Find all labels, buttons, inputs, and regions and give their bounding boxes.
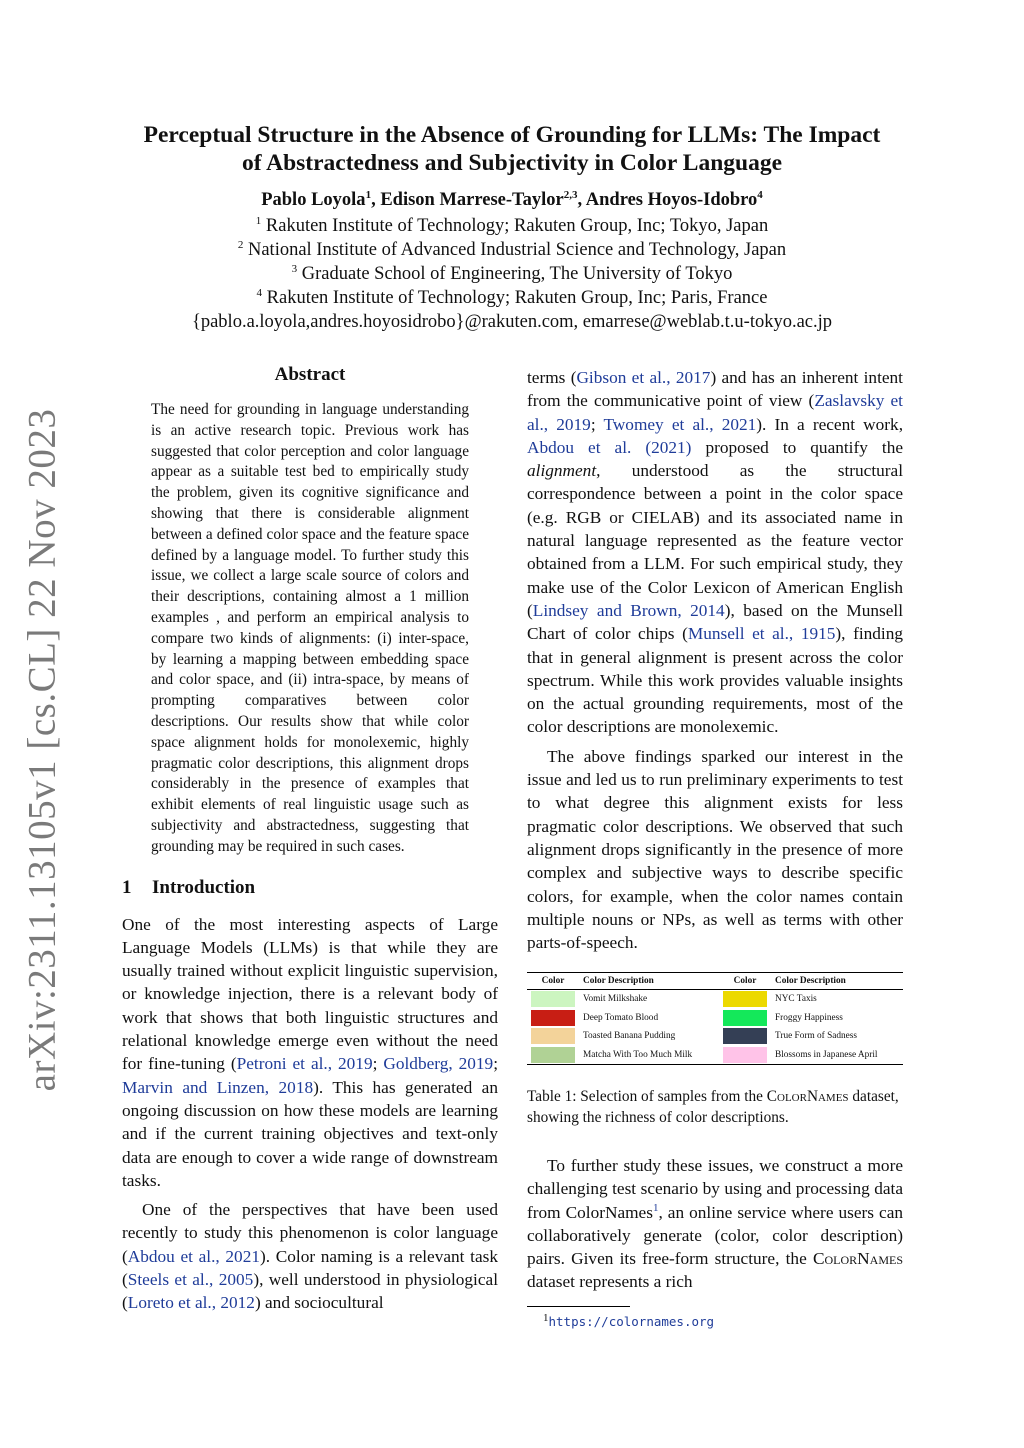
color-swatch — [723, 1047, 767, 1063]
abstract-body: The need for grounding in language understanding is an active research topic. Previous work has suggested that color perception and color language appear as a suitable test bed to empirically study the problem, given its cognitive significance and showing that there is considerable alignment between a defined color space and the feature space defined by a language model. To further study this issue, we collect a large scale source of colors and their descriptions, containing almost a 1 million examples , and perform an empirical analysis to compare two kinds of alignments: (i) inter-space, by learning a mapping between embedding space and color space, and (ii) intra-space, by means of prompting comparatives between color descriptions. Our results show that while color space alignment holds for monolexemic, highly pragmatic color descriptions, this alignment drops considerably in the presence of examples that exhibit elements of real linguistic usage such as subjectivity and abstractedness, suggesting that grounding may be required in such cases. — [151, 401, 469, 855]
footnote-url-link[interactable]: https://colornames.org — [548, 1314, 715, 1329]
column-header: Color — [719, 973, 771, 990]
author-list: Pablo Loyola$^1$, Edison Marrese-Taylor$^{2,3}$, Andres Hoyos-Idobro$^4$ — [261, 188, 763, 210]
affiliations — [0, 214, 1024, 334]
author-affil-mark: 4 — [757, 188, 763, 201]
title-line-2: of Abstractedness and Subjectivity in Color Language — [241, 150, 783, 176]
citation-link[interactable]: Loreto et al., 2012 — [127, 1293, 255, 1313]
table-row — [527, 990, 903, 1009]
citation-link[interactable]: Twomey et al., 2021 — [603, 414, 757, 434]
table-header-row — [527, 973, 903, 990]
right-paragraph-3: To further study these issues, we construct a more challenging test scenario by using and processing data from ColorNames$^1$, an online service where users can collaboratively generate (color, color description) pairs. Given its free-form structure, the ColorNames dataset represents a rich — [527, 1156, 904, 1292]
table-row — [527, 1027, 903, 1046]
color-swatch — [531, 1047, 575, 1063]
color-description: Blossoms in Japanese April — [771, 1046, 903, 1065]
author-affil-mark: 1 — [365, 188, 372, 201]
title-line-1: Perceptual Structure in the Absence of Grounding for LLMs: The Impact — [143, 122, 881, 148]
author-affil-mark: 2,3 — [563, 188, 578, 201]
color-swatch — [723, 1010, 767, 1026]
citation-link[interactable]: Goldberg, 2019 — [383, 1054, 494, 1074]
color-description: Deep Tomato Blood — [583, 1012, 659, 1023]
abstract-heading: Abstract — [274, 364, 346, 385]
left-column — [122, 364, 498, 1315]
intro-paragraph-1: One of the most interesting aspects of Large Language Models (LLMs) is that while they are usually trained without explicit linguistic supervision, or knowledge injection, there is a relevant body of work that shows that both linguistic structures and relational knowledge emerge even without the need for fine-tuning (Petroni et al., 2019; Goldberg, 2019; Marvin and Linzen, 2018). This has generated an ongoing discussion on how these models are learning and if the current training objectives and text-only data are enough to cover a wide range of downstream tasks. — [122, 914, 498, 1190]
affiliation: $^2$ National Institute of Advanced Industrial Science and Technology, Japan — [237, 238, 787, 260]
right-column-continued — [527, 1154, 903, 1294]
column-header: Color Description — [579, 973, 719, 990]
color-description: Vomit Milkshake — [583, 994, 648, 1005]
paper-title — [0, 121, 1024, 177]
citation-link[interactable]: Marvin and Linzen, 2018 — [122, 1077, 314, 1097]
affiliation: $^1$ Rakuten Institute of Technology; Rakuten Group, Inc; Tokyo, Japan — [255, 214, 769, 236]
citation-link[interactable]: Zaslavsky et al., 2019 — [527, 391, 903, 434]
citation-link[interactable]: Abdou et al. (2021) — [527, 437, 692, 457]
right-paragraph-2: The above findings sparked our interest in the issue and led us to run preliminary experiments to test to what degree this alignment exists for less pragmatic color descriptions. We observed that such alignment drops significantly in the presence of more complex and subjective ways to describe specific colors, for example, when the color names contain multiple nouns or NPs, as well as terms with other parts-of-speech. — [527, 746, 903, 953]
color-swatch — [723, 991, 767, 1007]
section-title: Introduction — [152, 876, 256, 898]
color-swatch — [723, 1028, 767, 1044]
right-column — [527, 366, 903, 954]
author-name: Edison Marrese-Taylor — [380, 190, 564, 210]
author-name: Andres Hoyos-Idobro — [585, 190, 758, 210]
table-row — [527, 1009, 903, 1028]
citation-link[interactable]: Munsell et al., 1915 — [687, 624, 836, 644]
citation-link[interactable]: Steels et al., 2005 — [127, 1269, 254, 1289]
affiliation: $^4$ Rakuten Institute of Technology; Rakuten Group, Inc; Paris, France — [256, 286, 768, 308]
affiliation: $^3$ Graduate School of Engineering, The University of Tokyo — [291, 262, 733, 284]
section-number: 1 — [122, 876, 132, 898]
color-description: Matcha With Too Much Milk — [579, 1046, 719, 1065]
column-header: Color Description — [771, 973, 903, 990]
color-description: Froggy Happiness — [775, 1012, 843, 1023]
table-caption: Table 1: Selection of samples from the ColorNames dataset, showing the richness of color descriptions. — [527, 1088, 899, 1126]
table-row — [527, 1046, 903, 1065]
right-paragraph-1: terms (Gibson et al., 2017) and has an inherent intent from the communicative point of view (Zaslavsky et al., 2019; Twomey et al., 2021). In a recent work, Abdou et al. (2021) proposed to quantify the alignment, understood as the structural correspondence between a point in the color space (e.g. RGB or CIELAB) and its associated name in natural language represented as the feature vector obtained from a LLM. For such empirical study, they make use of the Color Lexicon of American English (Lindsey and Brown, 2014), based on the Munsell Chart of color chips (Munsell et al., 1915), finding that in general alignment is present across the color spectrum. While this work provides valuable insights on the actual grounding requirements, most of the color descriptions are monolexemic. — [527, 368, 904, 737]
citation-link[interactable]: Abdou et al., 2021 — [127, 1246, 260, 1266]
color-swatch — [531, 991, 575, 1007]
footnote-divider — [527, 1306, 630, 1307]
citation-link[interactable]: Petroni et al., 2019 — [236, 1054, 373, 1074]
footnote-mark[interactable]: 1 — [652, 1201, 659, 1214]
color-description: NYC Taxis — [775, 994, 817, 1005]
color-swatch — [531, 1028, 575, 1044]
color-samples-table — [527, 972, 903, 1065]
author-name: Pablo Loyola — [261, 190, 366, 210]
citation-link[interactable]: Gibson et al., 2017 — [576, 368, 711, 387]
color-description: Toasted Banana Pudding — [583, 1031, 676, 1042]
column-header: Color — [527, 973, 579, 990]
citation-link[interactable]: Lindsey and Brown, 2014 — [532, 600, 725, 620]
footnote: $^1$https://colornames.org — [543, 1311, 715, 1329]
color-swatch — [531, 1010, 575, 1026]
arxiv-identifier: arXiv:2311.13105v1 [cs.CL] 22 Nov 2023 — [20, 408, 64, 1092]
color-description: True Form of Sadness — [775, 1031, 858, 1042]
section-heading-introduction — [122, 877, 498, 899]
intro-paragraph-2: One of the perspectives that have been used recently to study this phenomenon is color language (Abdou et al., 2021). Color naming is a relevant task (Steels et al., 2005), well understood in physiological (Loreto et al., 2012) and sociocultural — [122, 1200, 499, 1313]
author-emails: {pablo.a.loyola,andres.hoyosidrobo}@rakuten.com, emarrese@weblab.t.u-tokyo.ac.jp — [191, 312, 833, 332]
